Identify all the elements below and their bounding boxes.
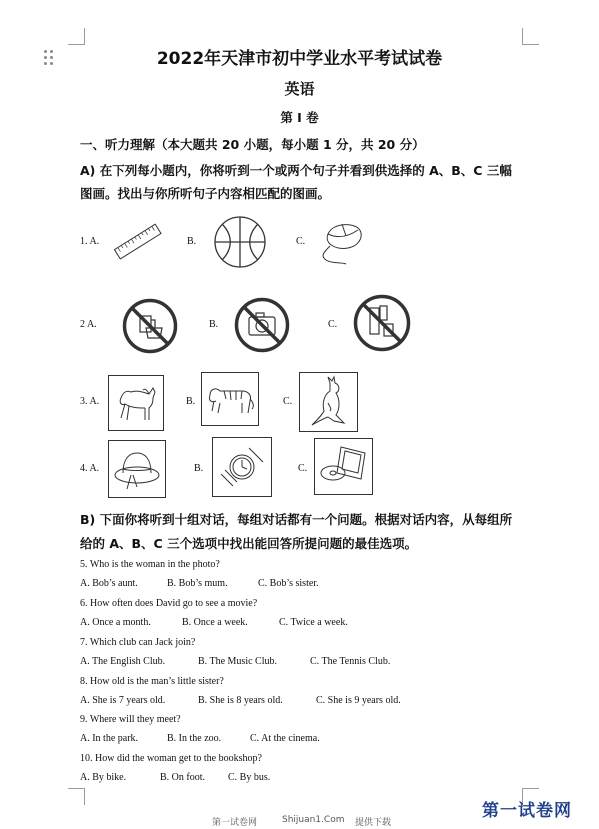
option-c-label: C. xyxy=(283,396,293,407)
item-number: 1. A. xyxy=(80,236,100,247)
question-text: 9. Where will they meet? xyxy=(80,714,181,725)
option-c-label: C. xyxy=(296,236,306,247)
wristwatch-icon xyxy=(212,437,272,497)
item-number: 4. A. xyxy=(80,463,100,474)
part-a-instruction-2: 图画。找出与你所听句子内容相匹配的图画。 xyxy=(80,186,331,201)
option-b-label: B. xyxy=(194,463,204,474)
option-c-label: C. xyxy=(298,463,308,474)
cd-disc-icon xyxy=(314,438,373,495)
no-smoking-icon xyxy=(353,294,411,352)
part-b-instruction-2: 给的 A、B、C 三个选项中找出能回答所提问题的最佳选项。 xyxy=(80,536,418,551)
footer-download-text: 提供下载 xyxy=(355,818,392,828)
part-a-instruction-1: A) 在下列每小题内，你将听到一个或两个句子并看到供选择的 A、B、C 三幅 xyxy=(80,163,512,178)
answer-option-b: B. On foot. xyxy=(160,772,205,783)
computer-mouse-icon xyxy=(316,220,366,266)
question-text: 8. How old is the man’s little sister? xyxy=(80,676,224,687)
answer-option-c: C. She is 9 years old. xyxy=(316,695,401,706)
answer-option-c: C. The Tennis Club. xyxy=(310,656,391,667)
footer-site-name: 第一试卷网 xyxy=(212,818,258,828)
section-heading: 一、听力理解（本大题共 20 小题，每小题 1 分，共 20 分） xyxy=(80,137,425,152)
item-number: 2 A. xyxy=(80,319,97,330)
answer-option-c: C. At the cinema. xyxy=(250,733,320,744)
crop-mark-top-left xyxy=(68,28,85,45)
brand-watermark: 第一试卷网 xyxy=(482,801,572,821)
answer-option-a: A. The English Club. xyxy=(80,656,166,667)
horse-icon xyxy=(108,375,164,431)
part-b-instruction-1: B) 下面你将听到十组对话，每组对话都有一个问题。根据对话内容，从每组所 xyxy=(80,512,513,527)
answer-option-a: A. In the park. xyxy=(80,733,139,744)
question-text: 7. Which club can Jack join? xyxy=(80,637,196,648)
hat-icon xyxy=(108,440,166,498)
answer-option-c: C. By bus. xyxy=(228,772,271,783)
answer-option-b: B. In the zoo. xyxy=(167,733,222,744)
question-text: 10. How did the woman get to the bookshop? xyxy=(80,753,262,764)
footer-site-url[interactable]: Shijuan1.Com xyxy=(282,815,345,825)
answer-option-b: B. The Music Club. xyxy=(198,656,277,667)
item-number: 3. A. xyxy=(80,396,100,407)
answer-option-b: B. Once a week. xyxy=(182,617,248,628)
question-text: 6. How often does David go to see a movie? xyxy=(80,598,258,609)
answer-option-c: C. Twice a week. xyxy=(279,617,348,628)
kangaroo-icon xyxy=(299,372,358,432)
crop-mark-top-right xyxy=(522,28,539,45)
ruler-icon xyxy=(112,220,164,264)
option-b-label: B. xyxy=(209,319,219,330)
crop-mark-bottom-left xyxy=(68,788,85,805)
option-b-label: B. xyxy=(187,236,197,247)
no-drinking-icon xyxy=(122,298,178,354)
basketball-icon xyxy=(213,215,267,269)
option-c-label: C. xyxy=(328,319,338,330)
option-b-label: B. xyxy=(186,396,196,407)
no-photography-icon xyxy=(234,297,290,353)
subject-title: 英语 xyxy=(284,80,315,98)
volume-title: 第 I 卷 xyxy=(280,110,319,125)
answer-option-a: A. She is 7 years old. xyxy=(80,695,166,706)
answer-option-b: B. She is 8 years old. xyxy=(198,695,283,706)
question-text: 5. Who is the woman in the photo? xyxy=(80,559,220,570)
answer-option-b: B. Bob’s mum. xyxy=(167,578,228,589)
answer-option-a: A. By bike. xyxy=(80,772,127,783)
answer-option-a: A. Bob’s aunt. xyxy=(80,578,138,589)
exam-title: 2022年天津市初中学业水平考试试卷 xyxy=(156,49,443,69)
answer-option-a: A. Once a month. xyxy=(80,617,151,628)
tiger-icon xyxy=(201,372,259,426)
answer-option-c: C. Bob’s sister. xyxy=(258,578,319,589)
